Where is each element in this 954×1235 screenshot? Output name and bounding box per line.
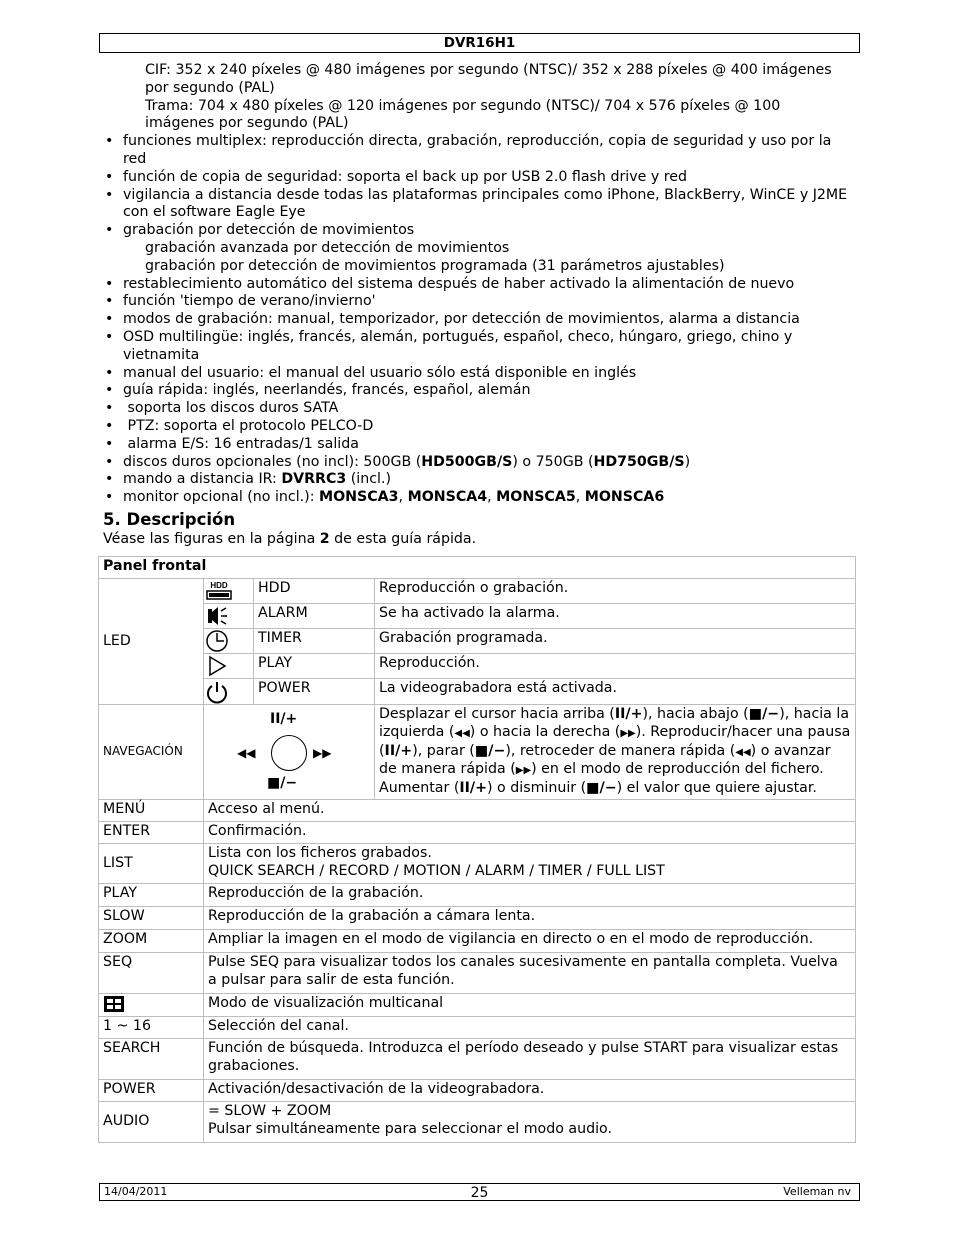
see-figures-text: Véase las figuras en la página 2 de esta guía rápida. bbox=[103, 530, 477, 547]
table-row-desc: Lista con los ficheros grabados. QUICK SEARCH / RECORD / MOTION / ALARM / TIMER / FULL LIST bbox=[204, 843, 856, 883]
front-panel-table bbox=[98, 556, 856, 1143]
table-row-desc: Reproducción de la grabación. bbox=[204, 883, 856, 906]
table-row-desc: Pulse SEQ para visualizar todos los canales sucesivamente en pantalla completa. Vuelva a pulsar para salir de esta función. bbox=[204, 952, 856, 993]
led-name: HDD bbox=[254, 579, 375, 604]
list-item: • vigilancia a distancia desde todas las plataformas principales como iPhone, BlackBerry, WinCE y J2ME con el software Eagle Eye bbox=[103, 187, 853, 223]
timer-icon bbox=[204, 629, 254, 654]
table-row-desc: Reproducción de la grabación a cámara lenta. bbox=[204, 906, 856, 929]
page-body bbox=[103, 62, 853, 549]
led-desc: Se ha activado la alarma. bbox=[375, 604, 856, 629]
list-item: • alarma E/S: 16 entradas/1 salida bbox=[103, 436, 853, 454]
table-row-desc: Confirmación. bbox=[204, 821, 856, 843]
product-code: HD750GB/S bbox=[593, 453, 685, 470]
list-item: • guía rápida: inglés, neerlandés, francés, español, alemán bbox=[103, 382, 853, 400]
led-desc: Reproducción o grabación. bbox=[375, 579, 856, 604]
table-row-desc: Ampliar la imagen en el modo de vigilancia en directo o en el modo de reproducción. bbox=[204, 929, 856, 952]
feature-list bbox=[103, 133, 853, 507]
table-row-key: AUDIO bbox=[99, 1101, 204, 1142]
section-title: 5. Descripción bbox=[103, 509, 236, 529]
hdd-icon bbox=[204, 579, 254, 604]
model-title: DVR16H1 bbox=[443, 35, 516, 51]
table-row-desc: = SLOW + ZOOM Pulsar simultáneamente para seleccionar el modo audio. bbox=[204, 1101, 856, 1142]
led-desc: La videograbadora está activada. bbox=[375, 679, 856, 705]
table-row-desc: Modo de visualización multicanal bbox=[204, 993, 856, 1016]
list-item: • manual del usuario: el manual del usuario sólo está disponible en inglés bbox=[103, 365, 853, 383]
led-name: ALARM bbox=[254, 604, 375, 629]
page-footer bbox=[99, 1183, 860, 1201]
table-row-key: SLOW bbox=[99, 906, 204, 929]
product-code: MONSCA6 bbox=[584, 489, 665, 506]
product-code: HD500GB/S bbox=[421, 453, 513, 470]
list-item: • discos duros opcionales (no incl): 500GB (HD500GB/S) o 750GB (HD750GB/S) bbox=[103, 454, 853, 472]
nav-left-icon: ◀◀ bbox=[237, 745, 256, 760]
product-code: MONSCA4 bbox=[407, 489, 488, 506]
led-name: POWER bbox=[254, 679, 375, 705]
led-desc: Grabación programada. bbox=[375, 629, 856, 654]
multiscreen-icon bbox=[99, 993, 204, 1016]
table-row-desc: Acceso al menú. bbox=[204, 799, 856, 821]
list-item: • funciones multiplex: reproducción directa, grabación, reproducción, copia de seguridad y uso por la red bbox=[103, 133, 853, 169]
table-row-key: MENÚ bbox=[99, 799, 204, 821]
nav-up-label: II/+ bbox=[270, 710, 298, 727]
intro-line: Trama: 704 x 480 píxeles @ 120 imágenes por segundo (NTSC)/ 704 x 576 píxeles @ 100 imágenes por segundo (PAL) bbox=[145, 97, 781, 132]
table-row-desc: Activación/desactivación de la videograbadora. bbox=[204, 1079, 856, 1101]
table-row-key: PLAY bbox=[99, 883, 204, 906]
table-row-key: ENTER bbox=[99, 821, 204, 843]
table-row-key: POWER bbox=[99, 1079, 204, 1101]
table-row-key: SEARCH bbox=[99, 1038, 204, 1079]
play-icon bbox=[204, 654, 254, 679]
list-item-text: grabación por detección de movimientos bbox=[123, 222, 415, 239]
led-label: LED bbox=[99, 579, 204, 705]
sub-item: grabación avanzada por detección de movimientos bbox=[145, 239, 510, 256]
list-item: • función 'tiempo de verano/invierno' bbox=[103, 293, 853, 311]
table-row-key: 1 ~ 16 bbox=[99, 1016, 204, 1038]
sub-item: grabación por detección de movimientos programada (31 parámetros ajustables) bbox=[145, 257, 725, 274]
page-header bbox=[99, 33, 860, 53]
list-item: • modos de grabación: manual, temporizador, por detección de movimientos, alarma a distancia bbox=[103, 311, 853, 329]
table-row-desc: Selección del canal. bbox=[204, 1016, 856, 1038]
list-item: • restablecimiento automático del sistema después de haber activado la alimentación de nuevo bbox=[103, 276, 853, 294]
intro-line: CIF: 352 x 240 píxeles @ 480 imágenes por segundo (NTSC)/ 352 x 288 píxeles @ 400 imágenes por segundo (PAL) bbox=[145, 62, 832, 96]
page-number: 25 bbox=[470, 1185, 489, 1201]
nav-desc: Desplazar el cursor hacia arriba (II/+), hacia abajo (■/−), hacia la izquierda (◀◀) o hacia la derecha (▶▶). Reproducir/hacer una pausa (II/+), parar (■/−), retroceder de manera rápida (◀◀) o avanzar de manera rápida (▶▶) en el modo de reproducción del fichero. Aumentar (II/+) o disminuir (■/−) el valor que quiere ajustar. bbox=[375, 705, 856, 800]
product-code: DVRRC3 bbox=[281, 471, 347, 488]
nav-right-icon: ▶▶ bbox=[313, 745, 332, 760]
product-code: MONSCA5 bbox=[496, 489, 576, 506]
footer-date: 14/04/2011 bbox=[104, 1185, 168, 1198]
led-name: PLAY bbox=[254, 654, 375, 679]
product-code: MONSCA3 bbox=[319, 489, 399, 506]
nav-pad bbox=[204, 705, 375, 800]
list-item bbox=[103, 222, 853, 275]
list-item: • monitor opcional (no incl.): MONSCA3, MONSCA4, MONSCA5, MONSCA6 bbox=[103, 489, 853, 507]
list-item: • PTZ: soporta el protocolo PELCO-D bbox=[103, 418, 853, 436]
list-item: • soporta los discos duros SATA bbox=[103, 400, 853, 418]
nav-label: NAVEGACIÓN bbox=[99, 705, 204, 800]
svg-text:HDD: HDD bbox=[210, 581, 228, 590]
nav-down-label: ■/− bbox=[267, 774, 298, 791]
led-name: TIMER bbox=[254, 629, 375, 654]
alarm-icon bbox=[204, 604, 254, 629]
table-title: Panel frontal bbox=[99, 557, 856, 579]
table-row-key: ZOOM bbox=[99, 929, 204, 952]
list-item: • función de copia de seguridad: soporta el back up por USB 2.0 flash drive y red bbox=[103, 169, 853, 187]
table-row-key: SEQ bbox=[99, 952, 204, 993]
list-item: • mando a distancia IR: DVRRC3 (incl.) bbox=[103, 471, 853, 489]
power-icon bbox=[204, 679, 254, 705]
list-item: • OSD multilingüe: inglés, francés, alemán, portugués, español, checo, húngaro, griego, chino y vietnamita bbox=[103, 329, 853, 365]
table-row-key: LIST bbox=[99, 843, 204, 883]
footer-company: Velleman nv bbox=[783, 1185, 851, 1198]
nav-circle-button bbox=[271, 735, 307, 771]
table-row-desc: Función de búsqueda. Introduzca el período deseado y pulse START para visualizar estas grabaciones. bbox=[204, 1038, 856, 1079]
led-desc: Reproducción. bbox=[375, 654, 856, 679]
